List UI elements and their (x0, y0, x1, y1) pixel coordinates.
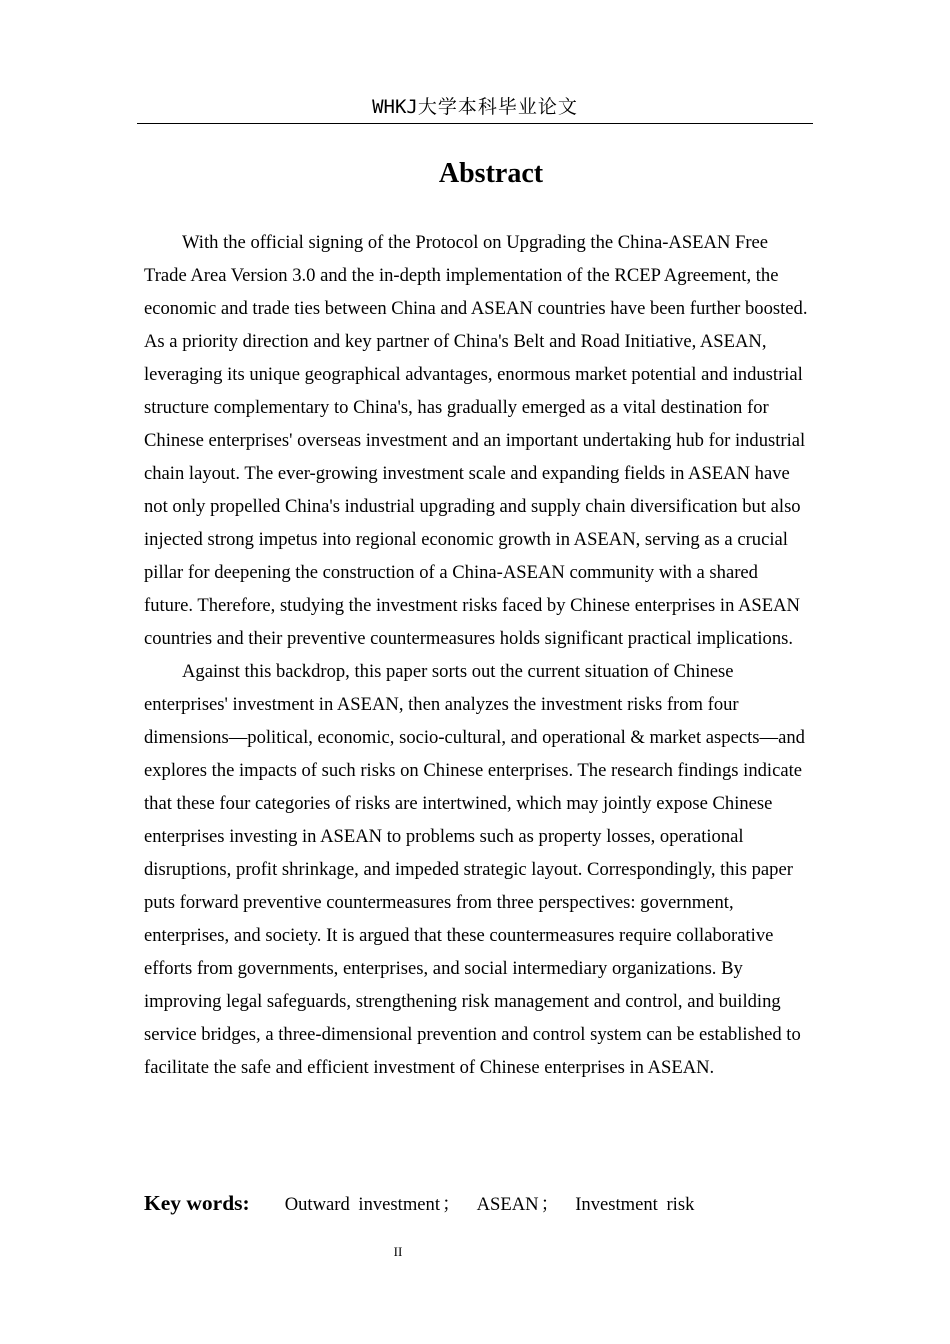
keyword-separator: ； (540, 1194, 560, 1215)
keyword-item: Outward investment (284, 1194, 441, 1215)
abstract-body (144, 226, 810, 1084)
keyword-item: Investment risk (575, 1194, 695, 1215)
abstract-paragraph-1: With the official signing of the Protocol on Upgrading the China-ASEAN Free Trade Area Version 3.0 and the in-depth implementation of the RCEP Agreement, the economic and trade ties between China and ASEAN countries have been further boosted. As a priority direction and key partner of China's Belt and Road Initiative, ASEAN, leveraging its unique geographical advantages, enormous market potential and industrial structure complementary to China's, has gradually emerged as a vital destination for Chinese enterprises' overseas investment and an important undertaking hub for industrial chain layout. The ever-growing investment scale and expanding fields in ASEAN have not only propelled China's industrial upgrading and supply chain diversification but also injected strong impetus into regional economic growth in ASEAN, serving as a crucial pillar for deepening the construction of a China-ASEAN community with a shared future. Therefore, studying the investment risks faced by Chinese enterprises in ASEAN countries and their preventive countermeasures holds significant practical implications. (144, 232, 808, 649)
keyword-separator: ； (442, 1194, 461, 1215)
abstract-paragraph-2: Against this backdrop, this paper sorts out the current situation of Chinese enterprises' investment in ASEAN, then analyzes the investment risks from four dimensions—political, economic, socio-cultural, and operational & market aspects—and explores the impacts of such risks on Chinese enterprises. The research findings indicate that these four categories of risks are intertwined, which may jointly expose Chinese enterprises investing in ASEAN to problems such as property losses, operational disruptions, profit shrinkage, and impeded strategic layout. Correspondingly, this paper puts forward preventive countermeasures from three perspectives: government, enterprises, and society. It is argued that these countermeasures require collaborative efforts from governments, enterprises, and social intermediary organizations. By improving legal safeguards, strengthening risk management and control, and building service bridges, a three-dimensional prevention and control system can be established to facilitate the safe and efficient investment of Chinese enterprises in ASEAN. (144, 661, 805, 1078)
header-title (372, 94, 578, 120)
keyword-item: ASEAN (476, 1194, 539, 1215)
abstract-title: Abstract (438, 158, 544, 189)
keywords-line (144, 1186, 694, 1220)
page-header (137, 94, 813, 124)
header-title-latin: WHKJ (372, 96, 418, 118)
header-title-chinese: 大学本科毕业论文 (417, 96, 578, 118)
page-number: II (393, 1244, 403, 1259)
keywords-label: Key words: (144, 1191, 250, 1215)
